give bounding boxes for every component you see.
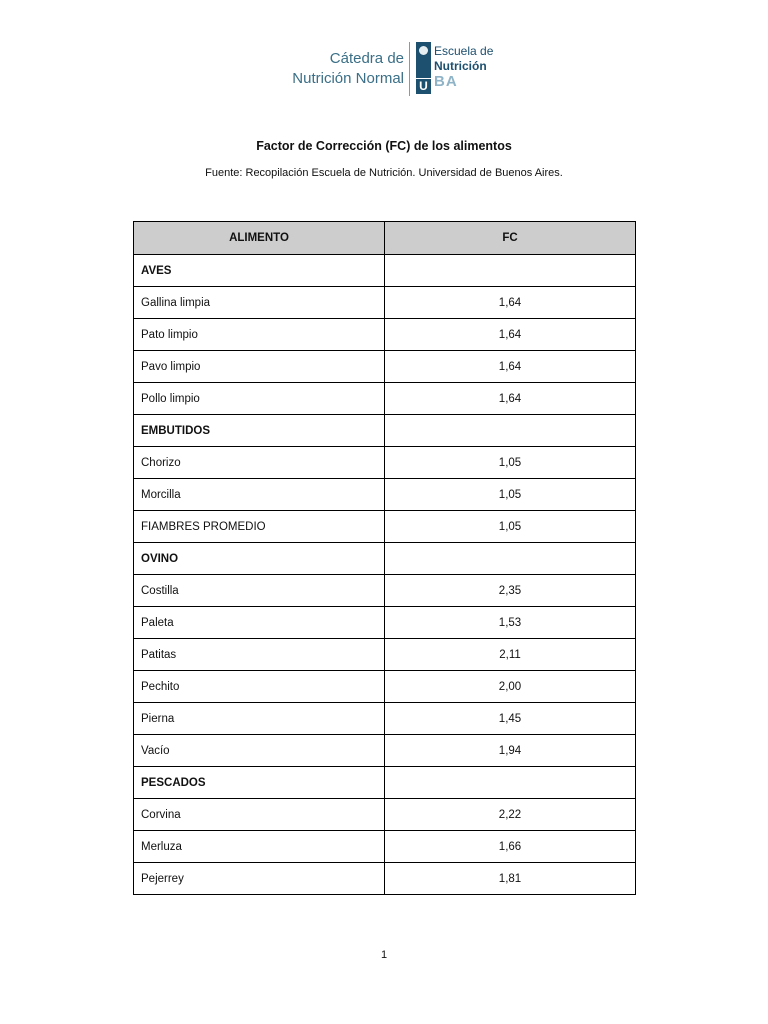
logo-escuela-text bbox=[434, 44, 493, 89]
fc-cell: 1,64 bbox=[385, 383, 636, 415]
table-row bbox=[134, 319, 636, 351]
food-cell: Gallina limpia bbox=[134, 287, 385, 319]
food-cell: Paleta bbox=[134, 607, 385, 639]
food-cell: Costilla bbox=[134, 575, 385, 607]
table-row bbox=[134, 511, 636, 543]
table-body bbox=[134, 255, 636, 895]
food-cell: FIAMBRES PROMEDIO bbox=[134, 511, 385, 543]
fc-cell: 1,05 bbox=[385, 511, 636, 543]
fc-cell: 1,94 bbox=[385, 735, 636, 767]
page-number: 1 bbox=[380, 949, 388, 961]
table-row bbox=[134, 863, 636, 895]
table-row bbox=[134, 287, 636, 319]
table-header-row bbox=[134, 222, 636, 255]
fc-cell: 1,05 bbox=[385, 479, 636, 511]
table-row bbox=[134, 799, 636, 831]
food-cell: Pato limpio bbox=[134, 319, 385, 351]
uba-emblem-icon bbox=[416, 42, 431, 78]
fc-cell: 2,22 bbox=[385, 799, 636, 831]
table-row bbox=[134, 575, 636, 607]
fc-cell bbox=[385, 767, 636, 799]
food-cell: Pavo limpio bbox=[134, 351, 385, 383]
document-title: Factor de Corrección (FC) de los alimentos bbox=[256, 139, 512, 153]
food-cell: Pierna bbox=[134, 703, 385, 735]
table-row bbox=[134, 351, 636, 383]
table-row bbox=[134, 639, 636, 671]
fc-cell: 1,64 bbox=[385, 287, 636, 319]
fc-cell: 1,53 bbox=[385, 607, 636, 639]
logo-right-line1: Escuela de bbox=[434, 44, 494, 58]
fc-cell: 1,64 bbox=[385, 319, 636, 351]
table-row bbox=[134, 479, 636, 511]
fc-cell: 1,45 bbox=[385, 703, 636, 735]
fc-cell: 1,81 bbox=[385, 863, 636, 895]
table-row bbox=[134, 735, 636, 767]
logo bbox=[282, 40, 494, 98]
logo-catedra-text bbox=[282, 49, 404, 89]
table-row bbox=[134, 831, 636, 863]
column-header-alimento: ALIMENTO bbox=[134, 222, 385, 255]
table-category-row bbox=[134, 543, 636, 575]
correction-factor-table bbox=[133, 221, 636, 895]
food-cell: PESCADOS bbox=[134, 767, 385, 799]
food-cell: Morcilla bbox=[134, 479, 385, 511]
food-cell: Pollo limpio bbox=[134, 383, 385, 415]
logo-right-line2: Nutrición bbox=[434, 59, 487, 73]
food-cell: OVINO bbox=[134, 543, 385, 575]
food-cell: Patitas bbox=[134, 639, 385, 671]
table-row bbox=[134, 447, 636, 479]
document-source: Fuente: Recopilación Escuela de Nutrición. Universidad de Buenos Aires. bbox=[205, 167, 563, 179]
fc-cell: 1,66 bbox=[385, 831, 636, 863]
table-row bbox=[134, 607, 636, 639]
table-row bbox=[134, 703, 636, 735]
table-category-row bbox=[134, 255, 636, 287]
fc-cell bbox=[385, 543, 636, 575]
fc-cell: 2,11 bbox=[385, 639, 636, 671]
table-row bbox=[134, 671, 636, 703]
fc-cell: 2,00 bbox=[385, 671, 636, 703]
logo-right-line3: BA bbox=[434, 73, 458, 90]
food-cell: Chorizo bbox=[134, 447, 385, 479]
food-cell: Vacío bbox=[134, 735, 385, 767]
fc-cell: 1,05 bbox=[385, 447, 636, 479]
logo-u-letter: U bbox=[416, 79, 431, 94]
uba-emblem-seal-icon bbox=[419, 46, 428, 55]
food-cell: EMBUTIDOS bbox=[134, 415, 385, 447]
fc-cell bbox=[385, 415, 636, 447]
table-row bbox=[134, 383, 636, 415]
logo-divider bbox=[409, 42, 410, 96]
table-category-row bbox=[134, 767, 636, 799]
food-cell: Merluza bbox=[134, 831, 385, 863]
food-cell: Pejerrey bbox=[134, 863, 385, 895]
food-cell: Corvina bbox=[134, 799, 385, 831]
fc-cell bbox=[385, 255, 636, 287]
fc-cell: 1,64 bbox=[385, 351, 636, 383]
logo-line1: Cátedra de bbox=[329, 50, 404, 67]
logo-line2: Nutrición Normal bbox=[292, 70, 404, 87]
food-cell: Pechito bbox=[134, 671, 385, 703]
table-category-row bbox=[134, 415, 636, 447]
food-cell: AVES bbox=[134, 255, 385, 287]
column-header-fc: FC bbox=[385, 222, 636, 255]
fc-cell: 2,35 bbox=[385, 575, 636, 607]
